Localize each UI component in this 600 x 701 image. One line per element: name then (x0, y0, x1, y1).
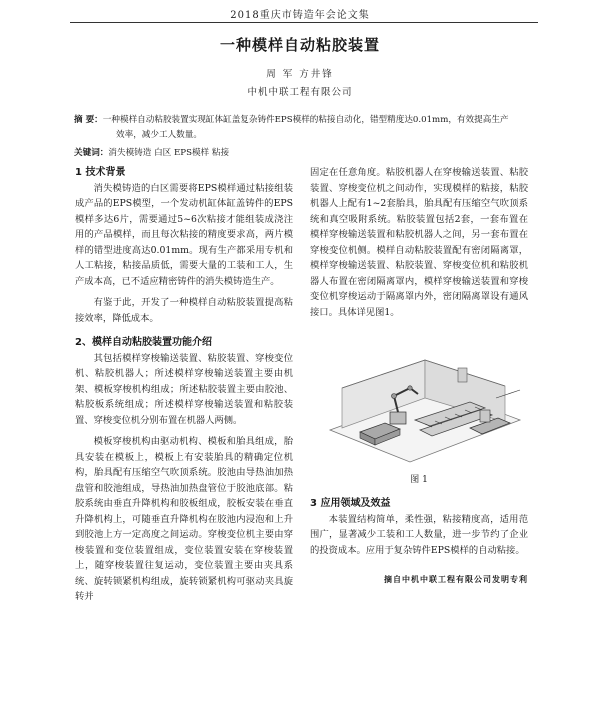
section3-paragraph1: 本装置结构简单，柔性强，粘接精度高，适用范围广，显著减少工装和工人数量，进一步节约了企业的投资成本。应用于复杂铸件EPS模样的自动粘接。 (310, 513, 528, 556)
left-column (75, 165, 293, 605)
section2-paragraph1: 其包括模样穿梭输送装置、粘胶装置、穿梭变位机、粘胶机器人；所述模样穿梭输送装置主要由机架、模板穿梭机构组成；所述粘胶装置主要由胶池、粘胶板系统组成；所述模样穿梭输送装置和粘胶装置、穿梭变位机分别布置在机器人两侧。 (75, 352, 293, 426)
source-note: 摘自中机中联工程有限公司发明专利 (384, 574, 528, 584)
abstract-line2: 效率，减少工人数量。 (116, 130, 202, 140)
section2-paragraph3: 固定在任意角度。粘胶机器人在穿梭输送装置、粘胶装置、穿梭变位机之间动作，实现模样的粘接，粘胶机器人上配有1~2套胎具，胎具配有压缩空气吹顶系统和真空吸附系统。粘胶装置包括2套，一套布置在模样穿梭输送装置和粘胶机器人之间，另一套布置在穿梭变位机侧。模样自动粘胶装置配有密闭隔离罩，模样穿梭输送装置、粘胶装置、穿梭变位机和粘胶机器人布置在密闭隔离罩内，模样穿梭输送装置和穿梭变位机穿梭运动于隔离罩内外，密闭隔离罩设有通风接口。具体详见图1。 (310, 167, 528, 318)
right-column-lower (310, 496, 528, 558)
section1-paragraph1: 消失模铸造的白区需要将EPS模样通过粘接组装成产品的EPS模型，一个发动机缸体缸盖铸件的EPS模样多达6片，需要通过5~6次粘接才能组装成浇注用的产品模样，而且每次粘接的精度要求高，两片模样的错型进度高达0.01mm。现有生产都采用专机和人工粘接，粘接品质低，需要大量的工装和工人，生产成本高，已不适应精密铸件的消失模铸造生产。 (75, 182, 293, 287)
paper-title: 一种模样自动粘胶装置 (219, 36, 380, 54)
keywords-text: 消失模铸造 白区 EPS模样 粘接 (108, 148, 230, 158)
keywords-label: 关键词： (74, 148, 109, 158)
header-rule (70, 22, 538, 23)
keywords (74, 146, 534, 158)
section3-heading: 3 应用领域及效益 (310, 498, 391, 509)
abstract (74, 113, 534, 143)
section1-paragraph2: 有鉴于此，开发了一种模样自动粘胶装置提高粘接效率，降低成本。 (75, 297, 293, 324)
authors: 周 军 方井锋 (266, 69, 334, 80)
right-column (310, 165, 528, 320)
figure-1 (320, 350, 525, 468)
section1-heading: 1 技术背景 (75, 167, 126, 178)
abstract-line1: 一种模样自动粘胶装置实现缸体缸盖复杂铸件EPS模样的粘接自动化，错型精度达0.01mm，有效提高生产 (102, 115, 509, 125)
figure-caption: 图 1 (410, 475, 428, 485)
affiliation: 中机中联工程有限公司 (247, 87, 353, 98)
section2-heading: 2、模样自动粘胶装置功能介绍 (75, 337, 212, 348)
abstract-label: 摘 要： (74, 115, 103, 125)
machine-illustration (320, 350, 525, 468)
section2-paragraph2: 模板穿梭机构由驱动机构、模板和胎具组成，胎具安装在模板上，模板上有安装胎具的精确定位机构，胎具配有压缩空气吹顶系统。胶池由导热油加热盘管和胶池组成，导热油加热盘管位于胶池底部。粘胶系统由垂直升降机构和胶板组成，胶板安装在垂直升降机构上，可随垂直升降机构在胶池内浸泡和上升到胶池上方一定高度之间运动。穿梭变位机主要由穿梭装置和变位装置组成，变位装置安装在穿梭装置上，随穿梭装置往复运动，变位装置主要由夹具系统、旋转锁紧机构组成，旋转锁紧机构可驱动夹具旋转并 (75, 436, 293, 602)
running-header: 2018重庆市铸造年会论文集 (230, 10, 370, 21)
